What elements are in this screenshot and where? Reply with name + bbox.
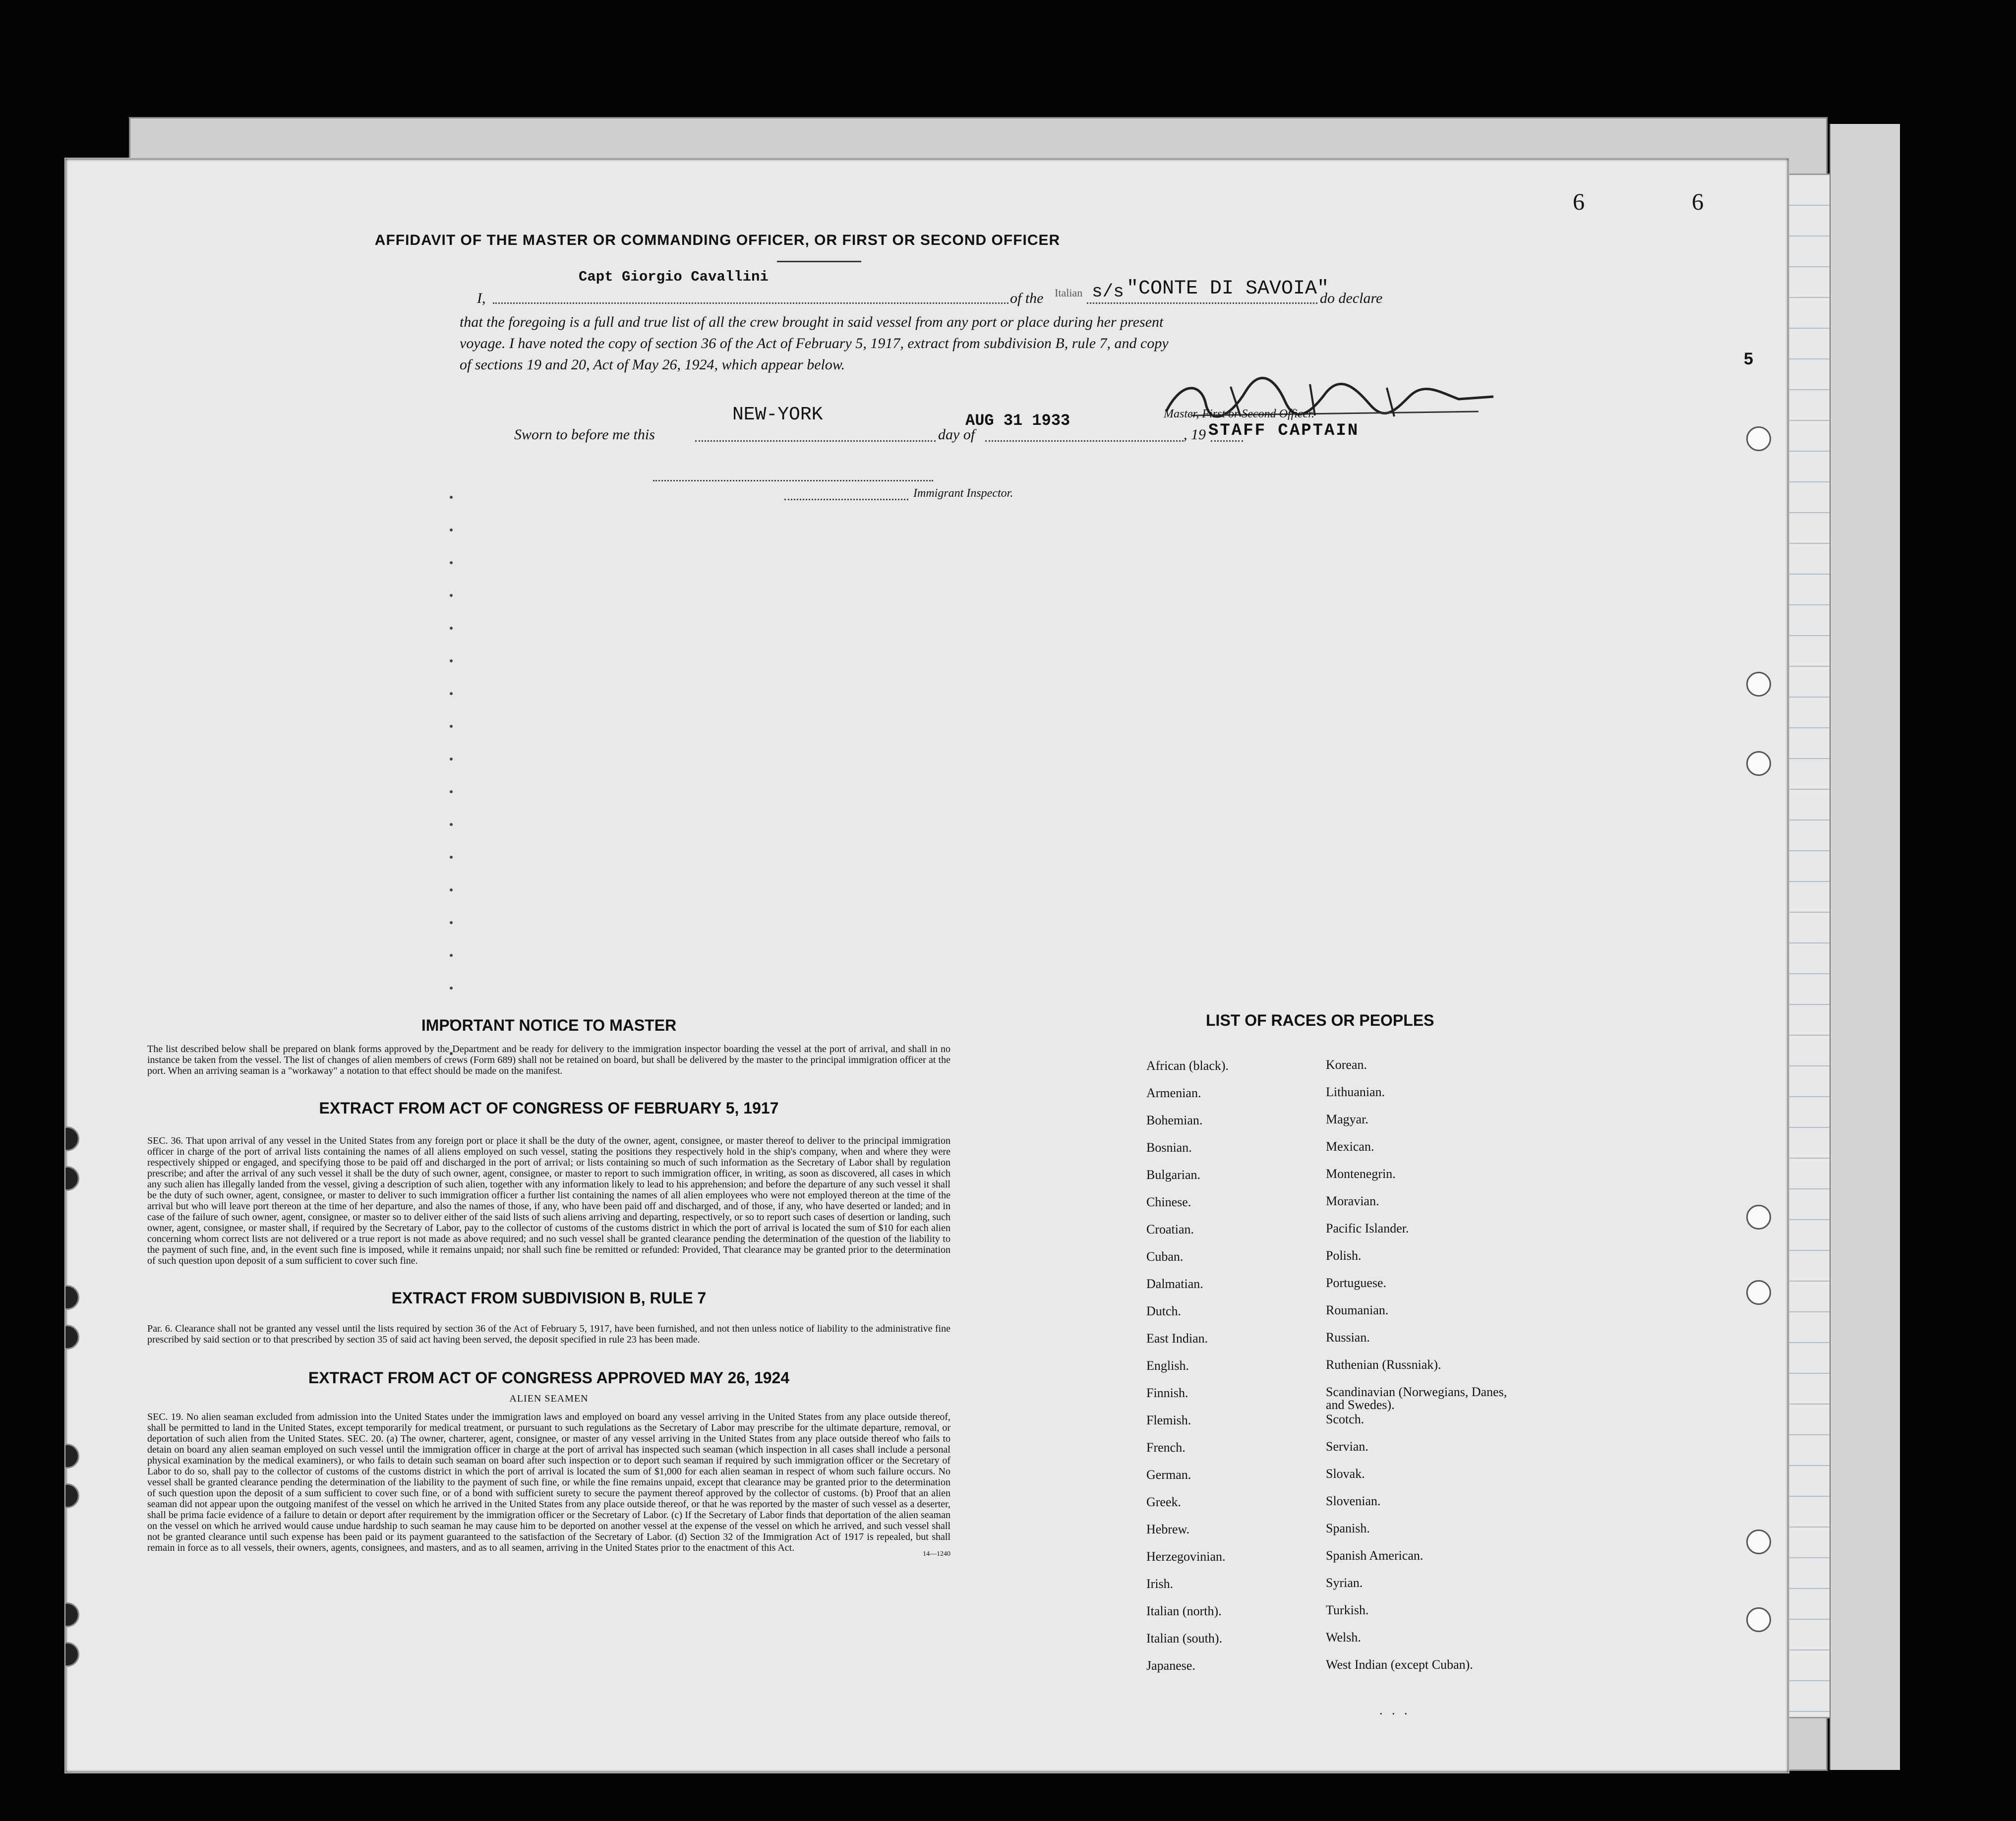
races-row [1146,1195,1514,1222]
extract-1924-subtitle: ALIEN SEAMEN [509,1393,589,1404]
race-left: Croatian. [1146,1222,1194,1236]
race-left: Hebrew. [1146,1522,1190,1536]
race-left: East Indian. [1146,1331,1208,1346]
race-right: Mexican. [1326,1139,1374,1154]
corner-mark: 6 [1692,189,1704,215]
races-list-title: LIST OF RACES OR PEOPLES [1206,1011,1434,1029]
race-right: Slovenian. [1326,1494,1381,1508]
binding-edge [1830,124,1900,1770]
race-left: Armenian. [1146,1086,1201,1100]
race-right: Magyar. [1326,1112,1368,1126]
races-row [1146,1577,1514,1604]
race-left: Finnish. [1146,1386,1188,1400]
master-name: Capt Giorgio Cavallini [579,269,769,285]
races-row [1146,1249,1514,1277]
inspector-caption: Immigrant Inspector. [913,487,1013,500]
race-right: Pacific Islander. [1326,1221,1409,1235]
date-stamp: AUG 31 1933 [965,411,1070,430]
races-table [1146,1058,1514,1686]
races-row [1146,1658,1514,1686]
race-left: Dalmatian. [1146,1277,1203,1291]
race-left: Japanese. [1146,1658,1195,1673]
races-row [1146,1086,1514,1113]
race-right: Scandinavian (Norwegians, Danes, and Swedes). [1326,1385,1507,1412]
corner-mark: 6 [1573,189,1585,215]
vessel-name: "CONTE DI SAVOIA" [1127,278,1329,300]
do-declare-label: do declare [1320,290,1383,306]
race-right: Russian. [1326,1330,1370,1345]
race-left: Dutch. [1146,1304,1182,1318]
page-number: 5 [1744,350,1753,368]
races-row [1146,1304,1514,1331]
race-right: Turkish. [1326,1603,1369,1617]
title-rule [777,261,861,262]
race-left: Irish. [1146,1577,1174,1591]
race-left: English. [1146,1358,1189,1373]
races-row [1146,1058,1514,1086]
affidavit-page [64,158,1789,1773]
races-row [1146,1386,1514,1413]
binding-hole [64,1602,79,1627]
race-right: Portuguese. [1326,1276,1387,1290]
race-right: Slovak. [1326,1467,1365,1481]
race-right: Scotch. [1326,1412,1364,1426]
punch-hole [1746,672,1771,697]
binding-hole [64,1483,79,1508]
sworn-label: Sworn to before me this [514,426,655,443]
races-row [1146,1522,1514,1549]
sworn-place-stamp: NEW-YORK [732,404,823,425]
race-right: Syrian. [1326,1576,1363,1590]
extract-1917-title: EXTRACT FROM ACT OF CONGRESS OF FEBRUARY 5, 1917 [319,1099,779,1117]
race-right: Korean. [1326,1057,1367,1072]
race-left: German. [1146,1468,1191,1482]
binding-hole [64,1126,79,1151]
race-right: West Indian (except Cuban). [1326,1657,1473,1672]
vessel-prefix: s/s [1092,282,1124,302]
affidavit-title: AFFIDAVIT OF THE MASTER OR COMMANDING OFFICER, OR FIRST OR SECOND OFFICER [374,232,1061,248]
race-left: Greek. [1146,1495,1182,1509]
year-label: , 19 [1184,426,1206,443]
races-row [1146,1413,1514,1440]
races-row [1146,1222,1514,1249]
day-of-label: day of [938,426,975,443]
race-right: Polish. [1326,1248,1362,1263]
form-number: 14—1240 [923,1550,950,1558]
races-row [1146,1549,1514,1577]
race-left: Herzegovinian. [1146,1549,1226,1564]
binding-hole [64,1325,79,1350]
race-right: Roumanian. [1326,1303,1389,1317]
race-right: Welsh. [1326,1630,1361,1645]
race-left: Bohemian. [1146,1113,1203,1127]
binding-hole [64,1285,79,1310]
race-left: Bulgarian. [1146,1168,1201,1182]
affidavit-statement: that the foregoing is a full and true list of all the crew brought in said vessel from any port or place during her present voyage. I have noted the copy of section 36 of the Act of February 5, 1917, extract from subdivision B, rule 7, and copy of sections 19 and 20, Act of May 26, 1924, which appear below. [460,314,1169,373]
race-left: African (black). [1146,1058,1229,1073]
race-right: Ruthenian (Russniak). [1326,1357,1441,1372]
races-row [1146,1358,1514,1386]
races-row [1146,1604,1514,1631]
extract-1917-text: SEC. 36. That upon arrival of any vessel in the United States from any foreign port or place it shall be the duty of the owner, agent, consignee, or master thereof to deliver to the principal immigration officer in charge of the port of arrival lists containing the names of all aliens employed on such vessel, stating the positions they respectively hold in the ship's company, when and where they were respectively shipped or engaged, and specifying those to be paid off and discharged in the port of arrival; or lists containing so much of such information as the Secretary of Labor shall by regulation prescribe; and after the arrival of any such vessel it shall be the duty of such owner, agent, consignee, or master to report to such immigration officer, in writing, as soon as discovered, all cases in which any such alien has illegally landed from the vessel, giving a description of such alien, together with any information likely to lead to his apprehension; and before the departure of any such vessel it shall be the duty of such owner, agent, consignee, or master to deliver to such immigration officer a further list containing the names of all alien employees who were not employed thereon at the time of the arrival but who will leave port thereon at the time of her departure, and also the names of those, if any, who have been paid off and discharged, and of those, if any, who have deserted or landed; and in case of the failure of such owner, agent, consignee, or master so to deliver either of the said lists of such aliens arriving and departing, respectively, or so to report such cases of desertion or landing, such owner, agent, consignee, or master shall, if required by the Secretary of Labor, pay to the collector of customs of the customs district in which the port of arrival is located the sum of $10 for each alien concerning whom correct lists are not delivered or a true report is not made as above required; and no such vessel shall be granted clearance pending the determination of the question of the liability to the payment of such fine, and, in the event such fine is imposed, while it remains unpaid; nor shall such fine be remitted or refunded: Provided, That clearance may be granted prior to the determination of such question upon deposit of a sum sufficient to cover such fine. [147,1135,950,1266]
race-right: Montenegrin. [1326,1167,1396,1181]
i-label: I, [477,290,486,306]
race-right: Moravian. [1326,1194,1379,1208]
punch-hole [1746,1205,1771,1230]
races-row [1146,1440,1514,1468]
binding-hole [64,1166,79,1191]
races-row [1146,1631,1514,1658]
race-left: Italian (north). [1146,1604,1222,1618]
binding-hole [64,1444,79,1469]
punch-hole [1746,751,1771,776]
notice-title: IMPORTANT NOTICE TO MASTER [421,1016,677,1034]
race-left: Chinese. [1146,1195,1191,1209]
races-row [1146,1468,1514,1495]
races-row [1146,1331,1514,1358]
race-left: Flemish. [1146,1413,1191,1427]
race-left: Italian (south). [1146,1631,1223,1645]
punch-hole [1746,1529,1771,1554]
extract-1924-title: EXTRACT FROM ACT OF CONGRESS APPROVED MAY 26, 1924 [308,1369,790,1387]
rule7-title: EXTRACT FROM SUBDIVISION B, RULE 7 [391,1289,707,1307]
ellipsis-mark: . . . [1379,1703,1411,1717]
race-left: Bosnian. [1146,1140,1192,1155]
notice-text: The list described below shall be prepared on blank forms approved by the Department and be ready for delivery to the immigration inspector boarding the vessel at the port of arrival, and shall in no instance be taken from the vessel. The list of changes of alien members of crews (Form 689) shall not be retained on board, but shall be delivered by the master to the principal immigration officer at the port. When an arriving seaman is a "workaway" a notation to that effect should be made on the manifest. [147,1044,950,1076]
extract-1924-text: SEC. 19. No alien seaman excluded from admission into the United States under the immigration laws and employed on board any vessel arriving in the United States from any place outside thereof, shall be permitted to land in the United States, except temporarily for medical treatment, or pursuant to such regulations as the Secretary of Labor may prescribe for the ultimate departure, removal, or deportation of such alien from the United States. SEC. 20. (a) The owner, charterer, agent, consignee, or master of any vessel arriving in the United States from any place outside thereof who fails to detain on board any alien seaman employed on such vessel until the immigration officer in charge at the port of arrival has inspected such seaman (which inspection in all cases shall include a personal physical examination by the medical examiners), or who fails to detain such seaman on board after such inspection or to deport such seaman if required by such immigration officer or the Secretary of Labor to do so, shall pay to the collector of customs of the customs district in which the port of arrival is located the sum of $1,000 for each alien seaman in respect of whom such failure occurs. No vessel shall be granted clearance pending the determination of the liability to the payment of such fine, or while the fine remains unpaid, except that clearance may be granted prior to the determination of such question upon the deposit of a sum sufficient to cover such fine, or of a bond with sufficient surety to secure the payment thereof approved by the collector of customs. (b) Proof that an alien seaman did not appear upon the outgoing manifest of the vessel on which he arrived in the United States from any place outside thereof, or that he was reported by the master of such vessel as a deserter, shall be prima facie evidence of a failure to detain or deport after requirement by the immigration officer or the Secretary of Labor. (c) If the Secretary of Labor finds that deportation of the alien seaman on the vessel on which he arrived would cause undue hardship to such seaman he may cause him to be deported on another vessel at the expense of the vessel on which he arrived, and such vessel shall not be granted clearance until such expense has been paid or its payment guaranteed to the satisfaction of the Secretary of Labor. (d) Section 32 of the Immigration Act of 1917 is repealed, but shall remain in force as to all vessels, their owners, agents, consignees, and masters, and as to all seamen, arriving in the United States prior to the enactment of this Act. [147,1411,950,1553]
races-row [1146,1140,1514,1168]
punch-hole [1746,426,1771,451]
race-right: Spanish American. [1326,1548,1423,1563]
of-the-label: of the [1010,290,1044,306]
races-row [1146,1495,1514,1522]
race-right: Lithuanian. [1326,1085,1385,1099]
race-left: French. [1146,1440,1186,1455]
binding-hole [64,1642,79,1667]
nationality-stamp: Italian [1055,287,1083,299]
legal-notices-column [147,1016,950,1558]
rule7-text: Par. 6. Clearance shall not be granted any vessel until the lists required by section 36 of the Act of February 5, 1917, have been furnished, and not then unless notice of liability to the administrative fine prescribed by said section or to that prescribed by section 35 of said act having been served, the deposit specified in rule 23 has been made. [147,1323,950,1345]
races-row [1146,1168,1514,1195]
races-row [1146,1277,1514,1304]
race-left: Cuban. [1146,1249,1184,1264]
race-right: Spanish. [1326,1521,1370,1535]
race-right: Servian. [1326,1439,1368,1454]
races-row [1146,1113,1514,1140]
signer-caption: Master, First or Second Officer. [1164,408,1314,420]
signer-title: STAFF CAPTAIN [1208,421,1360,440]
punch-hole [1746,1607,1771,1632]
punch-hole [1746,1280,1771,1305]
